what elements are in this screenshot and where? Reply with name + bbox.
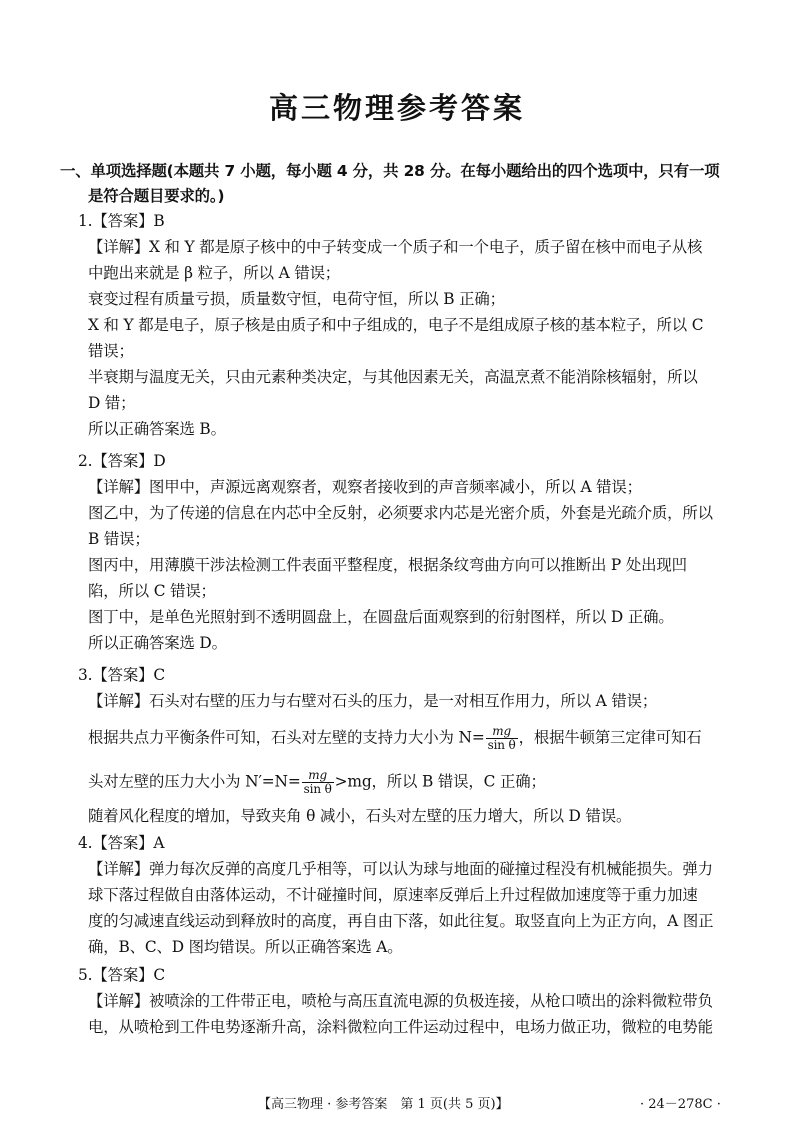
- q1-detail-line7: D 错；: [88, 394, 136, 412]
- q5-detail-line2: 电，从喷枪到工件电势逐渐升高，涂料微粒向工件运动过程中，电场力做正功，微粒的电势能: [88, 1018, 713, 1036]
- footer-code: · 24－278C ·: [640, 1097, 721, 1112]
- q3-fraction-mg-over-sin-theta: [486, 725, 518, 752]
- q3-fraction-mg-over-sin-theta-2: [302, 769, 334, 796]
- q1-detail-line2: 中跑出来就是 β 粒子，所以 A 错误；: [88, 264, 341, 282]
- q1-detail-line6: 半衰期与温度无关，只由元素种类决定，与其他因素无关，高温烹煮不能消除核辐射，所以: [88, 368, 698, 386]
- page-title: 高三物理参考答案: [268, 91, 525, 125]
- q2-detail-line6: 图丁中，是单色光照射到不透明圆盘上，在圆盘后面观察到的衍射图样，所以 D 正确。: [88, 608, 674, 626]
- q2-detail-line2: 图乙中，为了传递的信息在内芯中全反射，必须要求内芯是光密介质，外套是光疏介质，所以: [88, 504, 713, 522]
- q3-line2-text-a: 根据共点力平衡条件可知，石头对左壁的支持力大小为 N=: [88, 728, 485, 747]
- q3-detail-line2: [88, 725, 702, 752]
- q3-line3-text-a: 头对左壁的压力大小为 N′=N=: [88, 772, 301, 791]
- section-heading-line2: 是符合题目要求的。): [88, 187, 225, 205]
- q2-detail-line5: 陷，所以 C 错误；: [88, 582, 216, 600]
- q2-detail-line3: B 错误；: [88, 530, 150, 548]
- q3-line3-text-b: >mg，所以 B 错误，C 正确；: [334, 772, 546, 791]
- fraction-denominator: sin θ: [487, 738, 516, 752]
- q5-answer: 5.【答案】C: [78, 966, 165, 984]
- q4-answer: 4.【答案】A: [78, 834, 165, 852]
- q1-detail-line5: 错误；: [88, 342, 134, 360]
- q4-detail-line2: 球下落过程做自由落体运动，不计碰撞时间，原速率反弹后上升过程做加速度等于重力加速: [88, 886, 698, 904]
- q4-detail-line3: 度的匀减速直线运动到释放时的高度，再自由下落，如此往复。取竖直向上为正方向，A 图正: [88, 912, 714, 930]
- q3-detail-line1: 【详解】石头对右壁的压力与右壁对石头的压力，是一对相互作用力，所以 A 错误；: [88, 692, 658, 710]
- fraction-numerator: mg: [302, 769, 334, 783]
- fraction-denominator: sin θ: [303, 782, 332, 796]
- q4-detail-line1: 【详解】弹力每次反弹的高度几乎相等，可以认为球与地面的碰撞过程没有机械能损失。弹力: [88, 860, 713, 878]
- q1-detail-line1: 【详解】X 和 Y 都是原子核中的中子转变成一个质子和一个电子，质子留在核中而电子从核: [88, 238, 703, 256]
- footer-page-info: 【高三物理 · 参考答案 第 1 页(共 5 页)】: [258, 1097, 509, 1112]
- q3-detail-line4: 随着风化程度的增加，导致夹角 θ 减小，石头对左壁的压力增大，所以 D 错误。: [88, 807, 632, 825]
- q2-answer: 2.【答案】D: [78, 452, 166, 470]
- q1-detail-line3: 衰变过程有质量亏损，质量数守恒，电荷守恒，所以 B 正确；: [88, 290, 505, 308]
- fraction-numerator: mg: [486, 725, 518, 739]
- q3-answer: 3.【答案】C: [78, 666, 165, 684]
- q1-detail-line8: 所以正确答案选 B。: [88, 420, 226, 438]
- q4-detail-line4: 确，B、C、D 图均错误。所以正确答案选 A。: [88, 938, 403, 956]
- q1-detail-line4: X 和 Y 都是电子，原子核是由质子和中子组成的，电子不是组成原子核的基本粒子，所以 C: [88, 316, 704, 334]
- q2-detail-line7: 所以正确答案选 D。: [88, 634, 227, 652]
- q2-detail-line1: 【详解】图甲中，声源远离观察者，观察者接收到的声音频率减小，所以 A 错误；: [88, 478, 642, 496]
- q3-detail-line3: [88, 769, 546, 796]
- q3-line2-text-b: ，根据牛顿第三定律可知石: [518, 728, 702, 747]
- section-heading-line1: 一、单项选择题(本题共 7 小题，每小题 4 分，共 28 分。在每小题给出的四个选项中，只有一项: [60, 162, 720, 180]
- q2-detail-line4: 图丙中，用薄膜干涉法检测工件表面平整程度，根据条纹弯曲方向可以推断出 P 处出现凹: [88, 556, 687, 574]
- q5-detail-line1: 【详解】被喷涂的工件带正电，喷枪与高压直流电源的负极连接，从枪口喷出的涂料微粒带负: [88, 992, 713, 1010]
- q1-answer: 1.【答案】B: [78, 212, 165, 230]
